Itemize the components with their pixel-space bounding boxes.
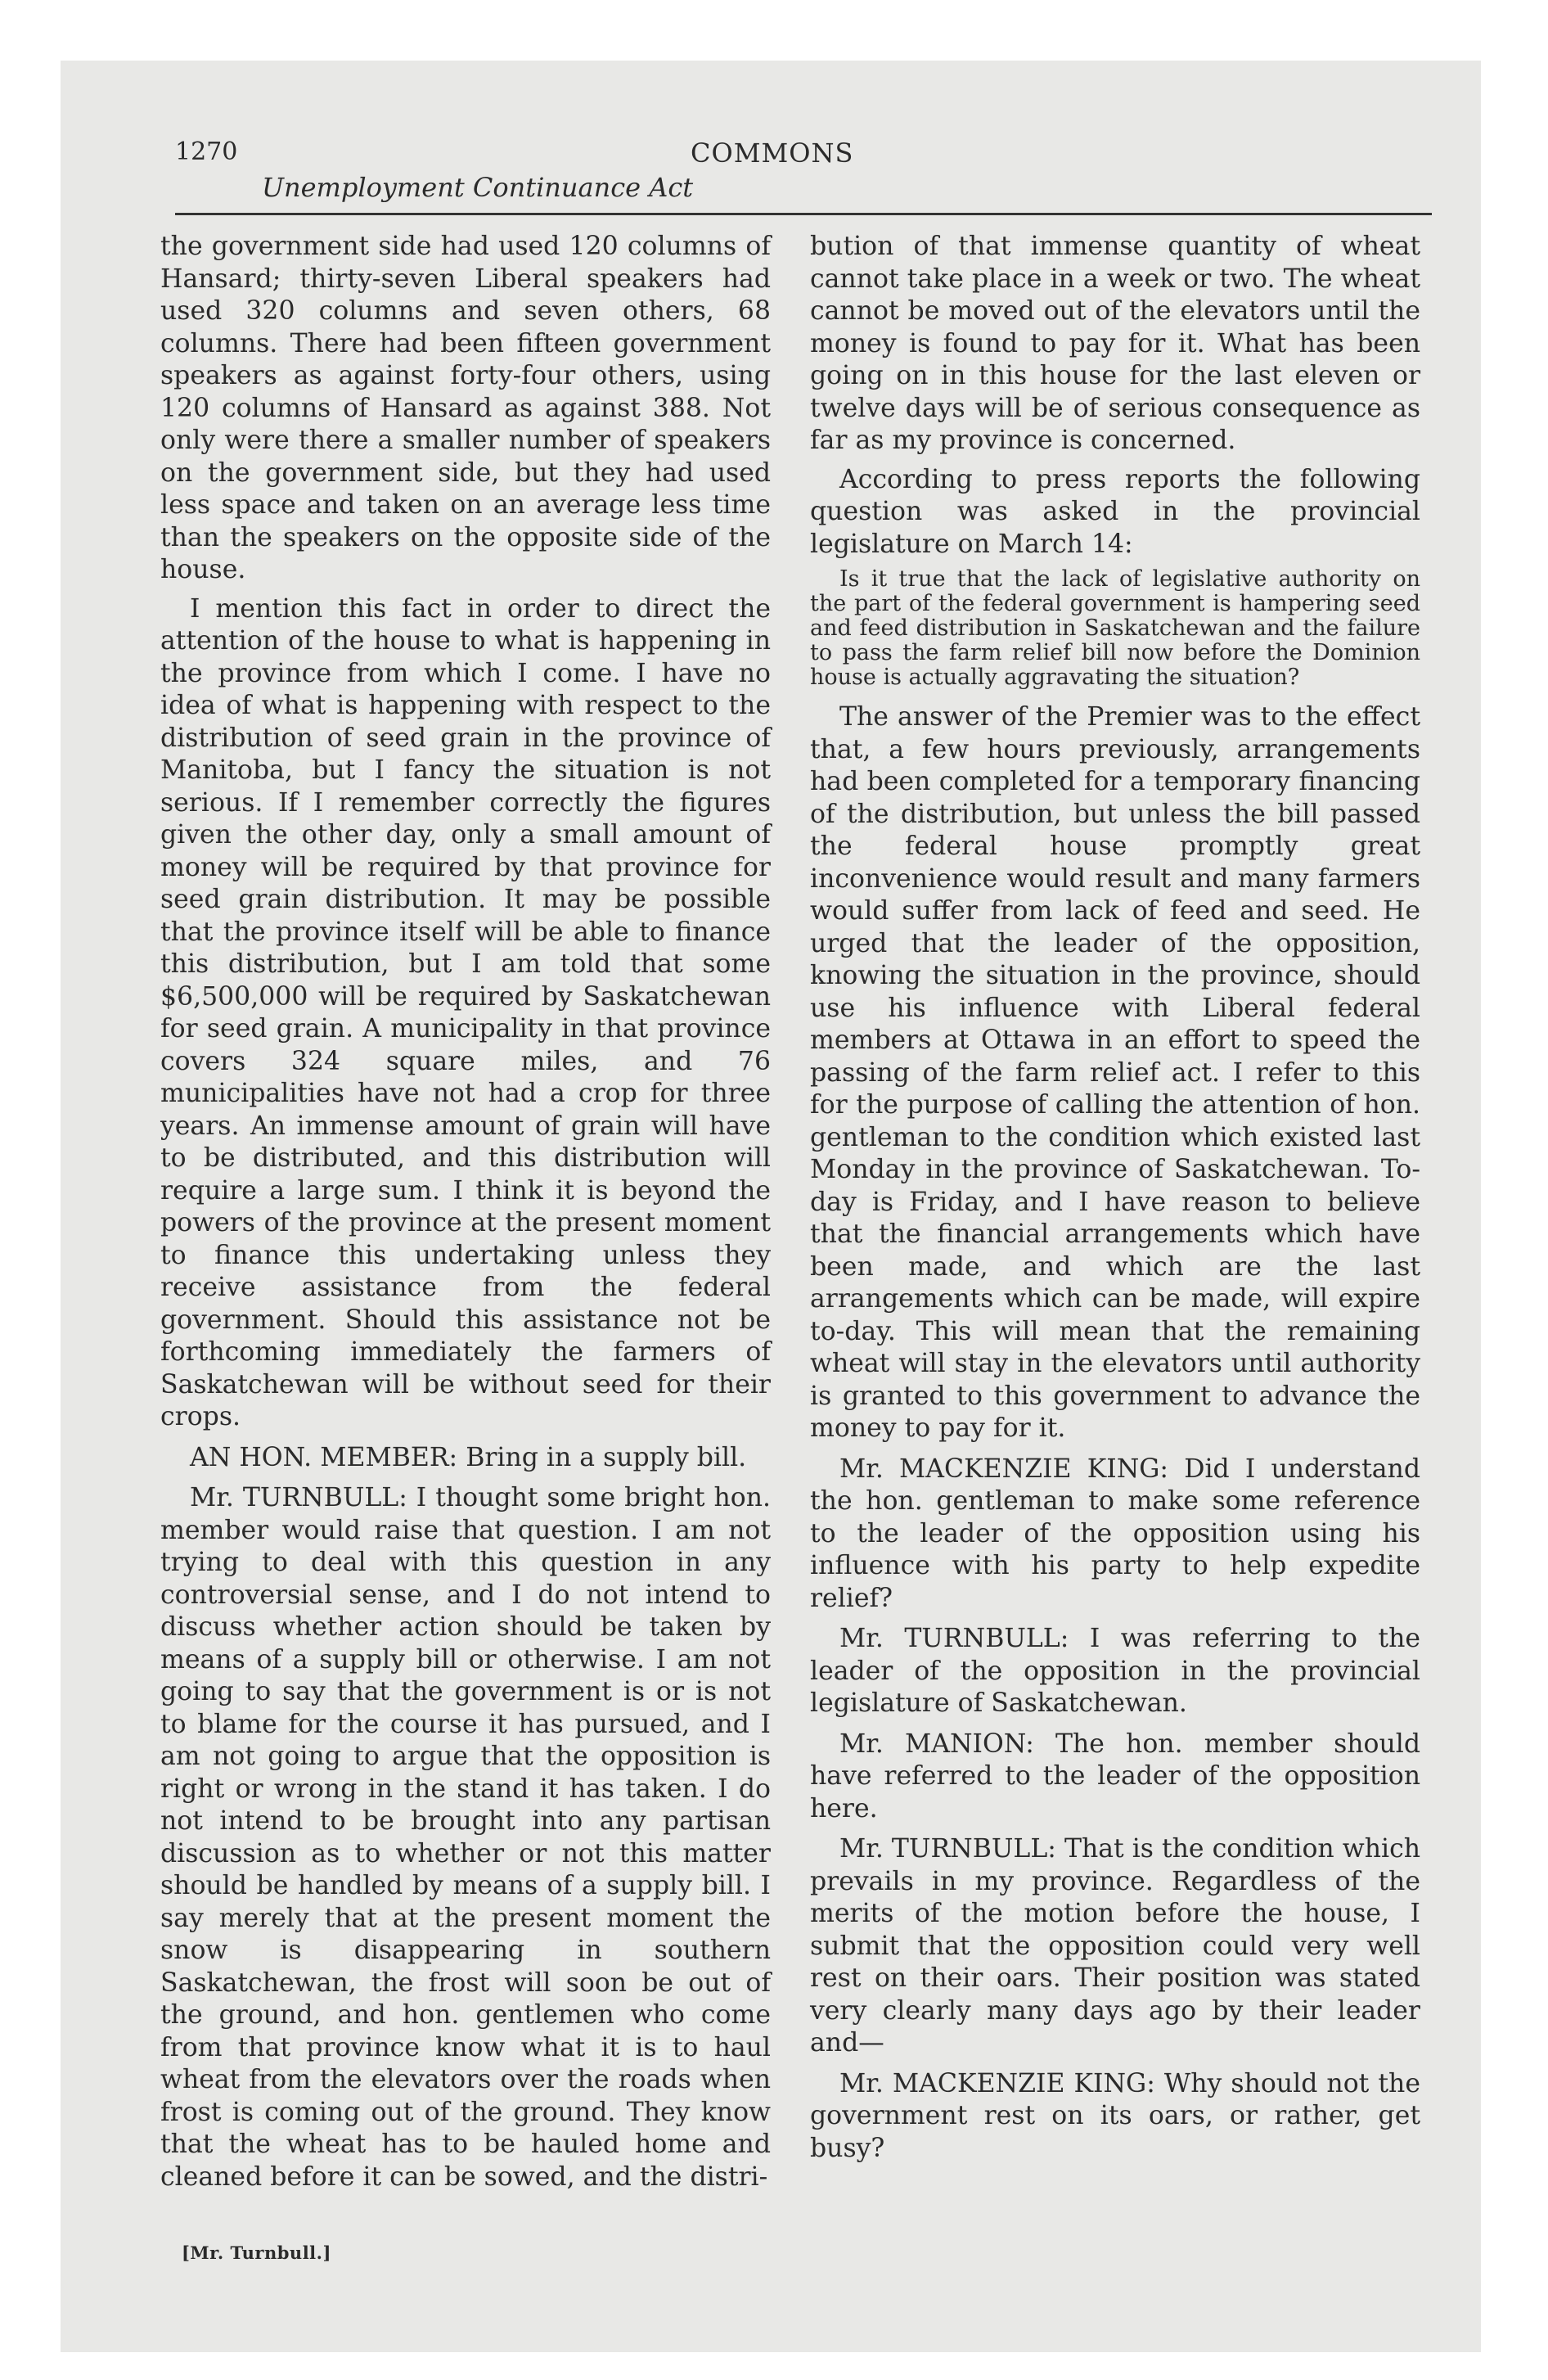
header-rule	[175, 213, 1432, 215]
speech-text: I was referring to the leader of the opposition in the provincial legislature of Saskatchewan.	[810, 1624, 1421, 1718]
speech	[810, 1729, 1420, 1826]
paragraph: bution of that immense quantity of wheat cannot take place in a week or two. The wheat cannot be moved out of the elevators until the money is found to pay for it. What has been going on in this house for the last eleven or twelve days will be of serious consequence as far as my province is concerned.	[810, 232, 1420, 455]
speaker-name: Mr. MANION:	[839, 1729, 1034, 1759]
page-number: 1270	[175, 137, 238, 166]
journal-title: COMMONS	[691, 137, 854, 169]
speaker-name: Mr. MACKENZIE KING:	[839, 2068, 1155, 2098]
speech	[160, 1482, 771, 2193]
paragraph: I mention this fact in order to direct the attention of the house to what is happening in the province from which I come. I have no idea of what is happening with respect to the distribution of seed grain in the province of Manitoba, but I fancy the situation is not serious. If I remember correctly the figures given the other day, only a small amount of money will be required by that province for seed grain distribution. It may be possible that the province itself will be able to finance this distribution, but I am told that some $6,500,000 will be required by Saskatchewan for seed grain. A municipality in that province covers 324 square miles, and 76 municipalities have not had a crop for three years. An immense amount of grain will have to be distributed, and this distribution will require a large sum. I think it is beyond the powers of the province at the present moment to finance this undertaking unless they receive assistance from the federal government. Should this assistance not be forthcoming immediately the farmers of Saskatchewan will be without seed for their crops.	[160, 593, 771, 1431]
speech	[160, 1442, 771, 1475]
speaker-footer: [Mr. Turnbull.]	[182, 2243, 331, 2263]
speech-text: Did I understand the hon. gentleman to make some reference to the leader of the opposition using his influence with his party to help expedite relief?	[810, 1454, 1420, 1613]
speaker-name: Mr. TURNBULL:	[839, 1624, 1069, 1653]
paragraph: the government side had used 120 columns of Hansard; thirty-seven Liberal speakers had used 320 columns and seven others, 68 columns. There had been fifteen government speakers as against forty-four others, using 120 columns of Hansard as against 388. Not only were there a smaller number of speakers on the government side, but they had used less space and taken on an average less time than the speakers on the opposite side of the house.	[160, 232, 771, 584]
speech-text: That is the condition which prevails in my province. Regardless of the merits of the motion before the house, I submit that the opposition could very well rest on their oars. Their position was stated very clearly many days ago by their leader and—	[810, 1834, 1421, 2058]
speech-text: I thought some bright hon. member would raise that question. I am not trying to deal with this question in any controversial sense, and I do not intend to discuss whether action should be taken by means of a supply bill or otherwise. I am not going to say that the government is or is not to blame for the course it has pursued, and I am not going to argue that the opposition is right or wrong in the stand it has taken. I do not intend to be brought into any partisan discussion as to whether or not this matter should be handled by means of a supply bill. I say merely that at the present moment the snow is disappearing in southern Saskatchewan, the frost will soon be out of the ground, and hon. gentlemen who come from that province know what it is to haul wheat from the elevators over the roads when frost is coming out of the ground. They know that the wheat has to be hauled home and cleaned before it can be sowed, and the distri-	[160, 1483, 771, 2192]
speech	[810, 2068, 1420, 2166]
speech	[810, 1833, 1420, 2060]
speech-text: Why should not the government rest on its oars, or rather, get busy?	[810, 2068, 1420, 2163]
speaker-name: Mr. MACKENZIE KING:	[839, 1454, 1169, 1484]
right-column	[810, 231, 1420, 2171]
running-title: Unemployment Continuance Act	[262, 172, 694, 203]
speech	[810, 1454, 1420, 1616]
paragraph: According to press reports the following question was asked in the provincial legislature on March 14:	[810, 464, 1420, 559]
left-column	[160, 231, 771, 2200]
paragraph: The answer of the Premier was to the effect that, a few hours previously, arrangements had been completed for a temporary financing of the distribution, but unless the bill passed the federal house promptly great inconvenience would result and many farmers would suffer from lack of feed and seed. He urged that the leader of the opposition, knowing the situation in the province, should use his influence with Liberal federal members at Ottawa in an effort to speed the passing of the farm relief act. I refer to this for the purpose of calling the attention of hon. gentleman to the condition which existed last Monday in the province of Saskatchewan. To-day is Friday, and I have reason to believe that the financial arrangements which have been made, and which are the last arrangements which can be made, will expire to-day. This will mean that the remaining wheat will stay in the elevators until authority is granted to this government to advance the money to pay for it.	[810, 702, 1420, 1443]
page-header	[175, 137, 1432, 219]
speaker-name: Mr. TURNBULL:	[839, 1834, 1056, 1864]
speech-text: Bring in a supply bill.	[466, 1442, 747, 1472]
quoted-question: Is it true that the lack of legislative authority on the part of the federal government is hampering seed and feed distribution in Saskatchewan and the failure to pass the farm relief bill now before the Dominion house is actually aggravating the situation?	[810, 566, 1420, 690]
speaker-name: AN HON. MEMBER:	[190, 1442, 458, 1472]
speaker-name: Mr. TURNBULL:	[190, 1483, 407, 1512]
speech	[810, 1623, 1420, 1720]
speech-text: The hon. member should have referred to the leader of the opposition here.	[810, 1729, 1421, 1823]
